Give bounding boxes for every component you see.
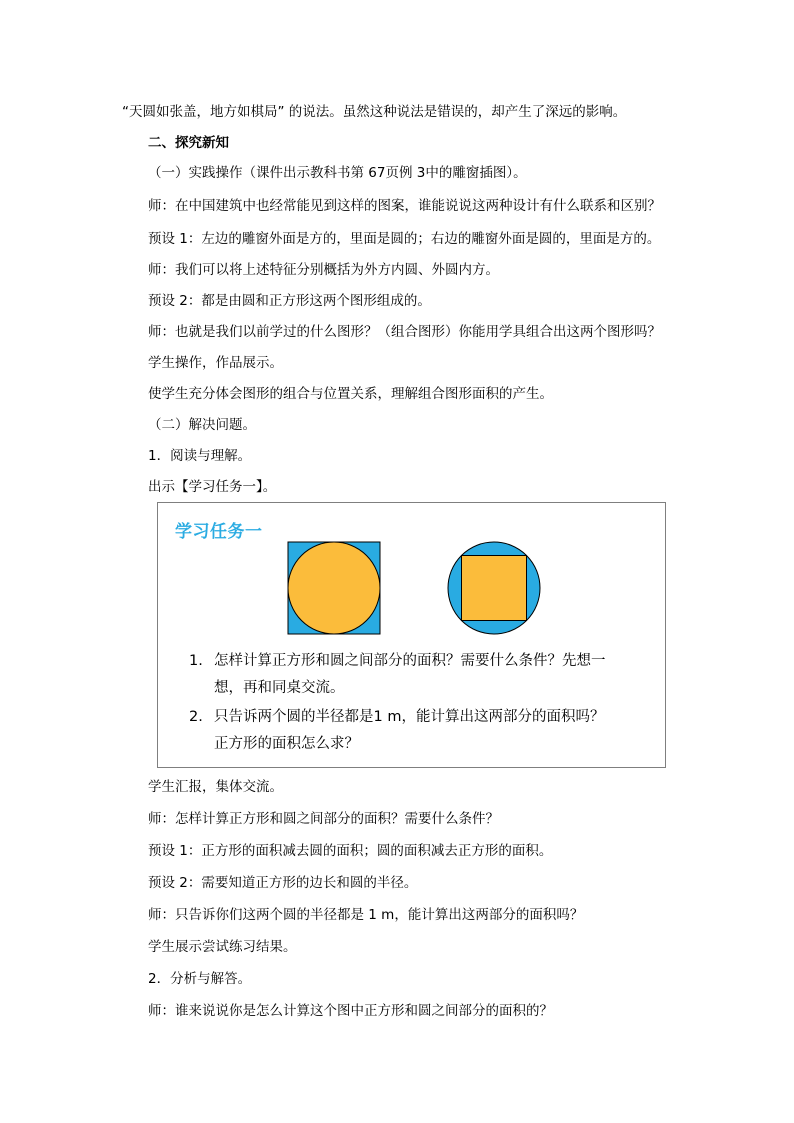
text-line: 使学生充分体会图形的组合与位置关系，理解组合图形面积的产生。 (148, 386, 553, 402)
text-line: 预设 1：正方形的面积减去圆的面积；圆的面积减去正方形的面积。 (148, 843, 553, 859)
text-line: “天圆如张盖，地方如棋局” 的说法。虽然这种说法是错误的，却产生了深远的影响。 (122, 104, 627, 120)
question-2-continued: 正方形的面积怎么求？ (214, 736, 359, 752)
text-line: 师：我们可以将上述特征分别概括为外方内圆、外圆内方。 (148, 262, 499, 278)
question-2 (189, 705, 604, 729)
text-line: 出示【学习任务一】。 (148, 479, 277, 495)
text-line: 师：也就是我们以前学过的什么图形？（组合图形）你能用学具组合出这两个图形吗？ (148, 324, 661, 340)
text-line: （一）实践操作（课件出示教科书第 67页例 3中的雕窗插图）。 (148, 165, 527, 181)
learning-task-box (157, 502, 666, 768)
question-1-continued: 想，再和同桌交流。 (214, 680, 345, 696)
text-line: 师：谁来说说你是怎么计算这个图中正方形和圆之间部分的面积的？ (148, 1003, 553, 1019)
text-line: 师：怎样计算正方形和圆之间部分的面积？需要什么条件？ (148, 811, 499, 827)
text-line: 1．阅读与理解。 (148, 448, 252, 464)
question-2-text: 只告诉两个圆的半径都是1 m，能计算出这两部分的面积吗？ (214, 709, 605, 725)
question-1 (189, 649, 606, 673)
text-line: 预设 2：都是由圆和正方形这两个图形组成的。 (148, 293, 431, 309)
text-line: 学生汇报，集体交流。 (148, 779, 283, 795)
task-box-title: 学习任务一 (175, 522, 263, 542)
text-line: 学生操作，作品展示。 (148, 355, 283, 371)
text-line: 预设 1：左边的雕窗外面是方的，里面是圆的；右边的雕窗外面是圆的，里面是方的。 (148, 231, 661, 247)
question-2-number: 2. (189, 709, 203, 725)
question-1-text: 怎样计算正方形和圆之间部分的面积？需要什么条件？先想一 (214, 653, 606, 669)
question-1-number: 1. (189, 653, 203, 669)
square-with-circle-figure (288, 542, 380, 634)
text-line: （二）解决问题。 (148, 417, 256, 433)
circle-with-square-figure (448, 542, 540, 634)
text-line: 师：只告诉你们这两个圆的半径都是 1 m，能计算出这两部分的面积吗？ (148, 907, 584, 923)
text-line: 预设 2：需要知道正方形的边长和圆的半径。 (148, 875, 418, 891)
text-line: 学生展示尝试练习结果。 (148, 939, 297, 955)
text-line: 师：在中国建筑中也经常能见到这样的图案，谁能说说这两种设计有什么联系和区别？ (148, 198, 661, 214)
inscribed-circle (288, 542, 380, 634)
section-heading: 二、探究新知 (148, 135, 229, 151)
text-line: 2．分析与解答。 (148, 971, 252, 987)
inscribed-square (462, 556, 527, 621)
